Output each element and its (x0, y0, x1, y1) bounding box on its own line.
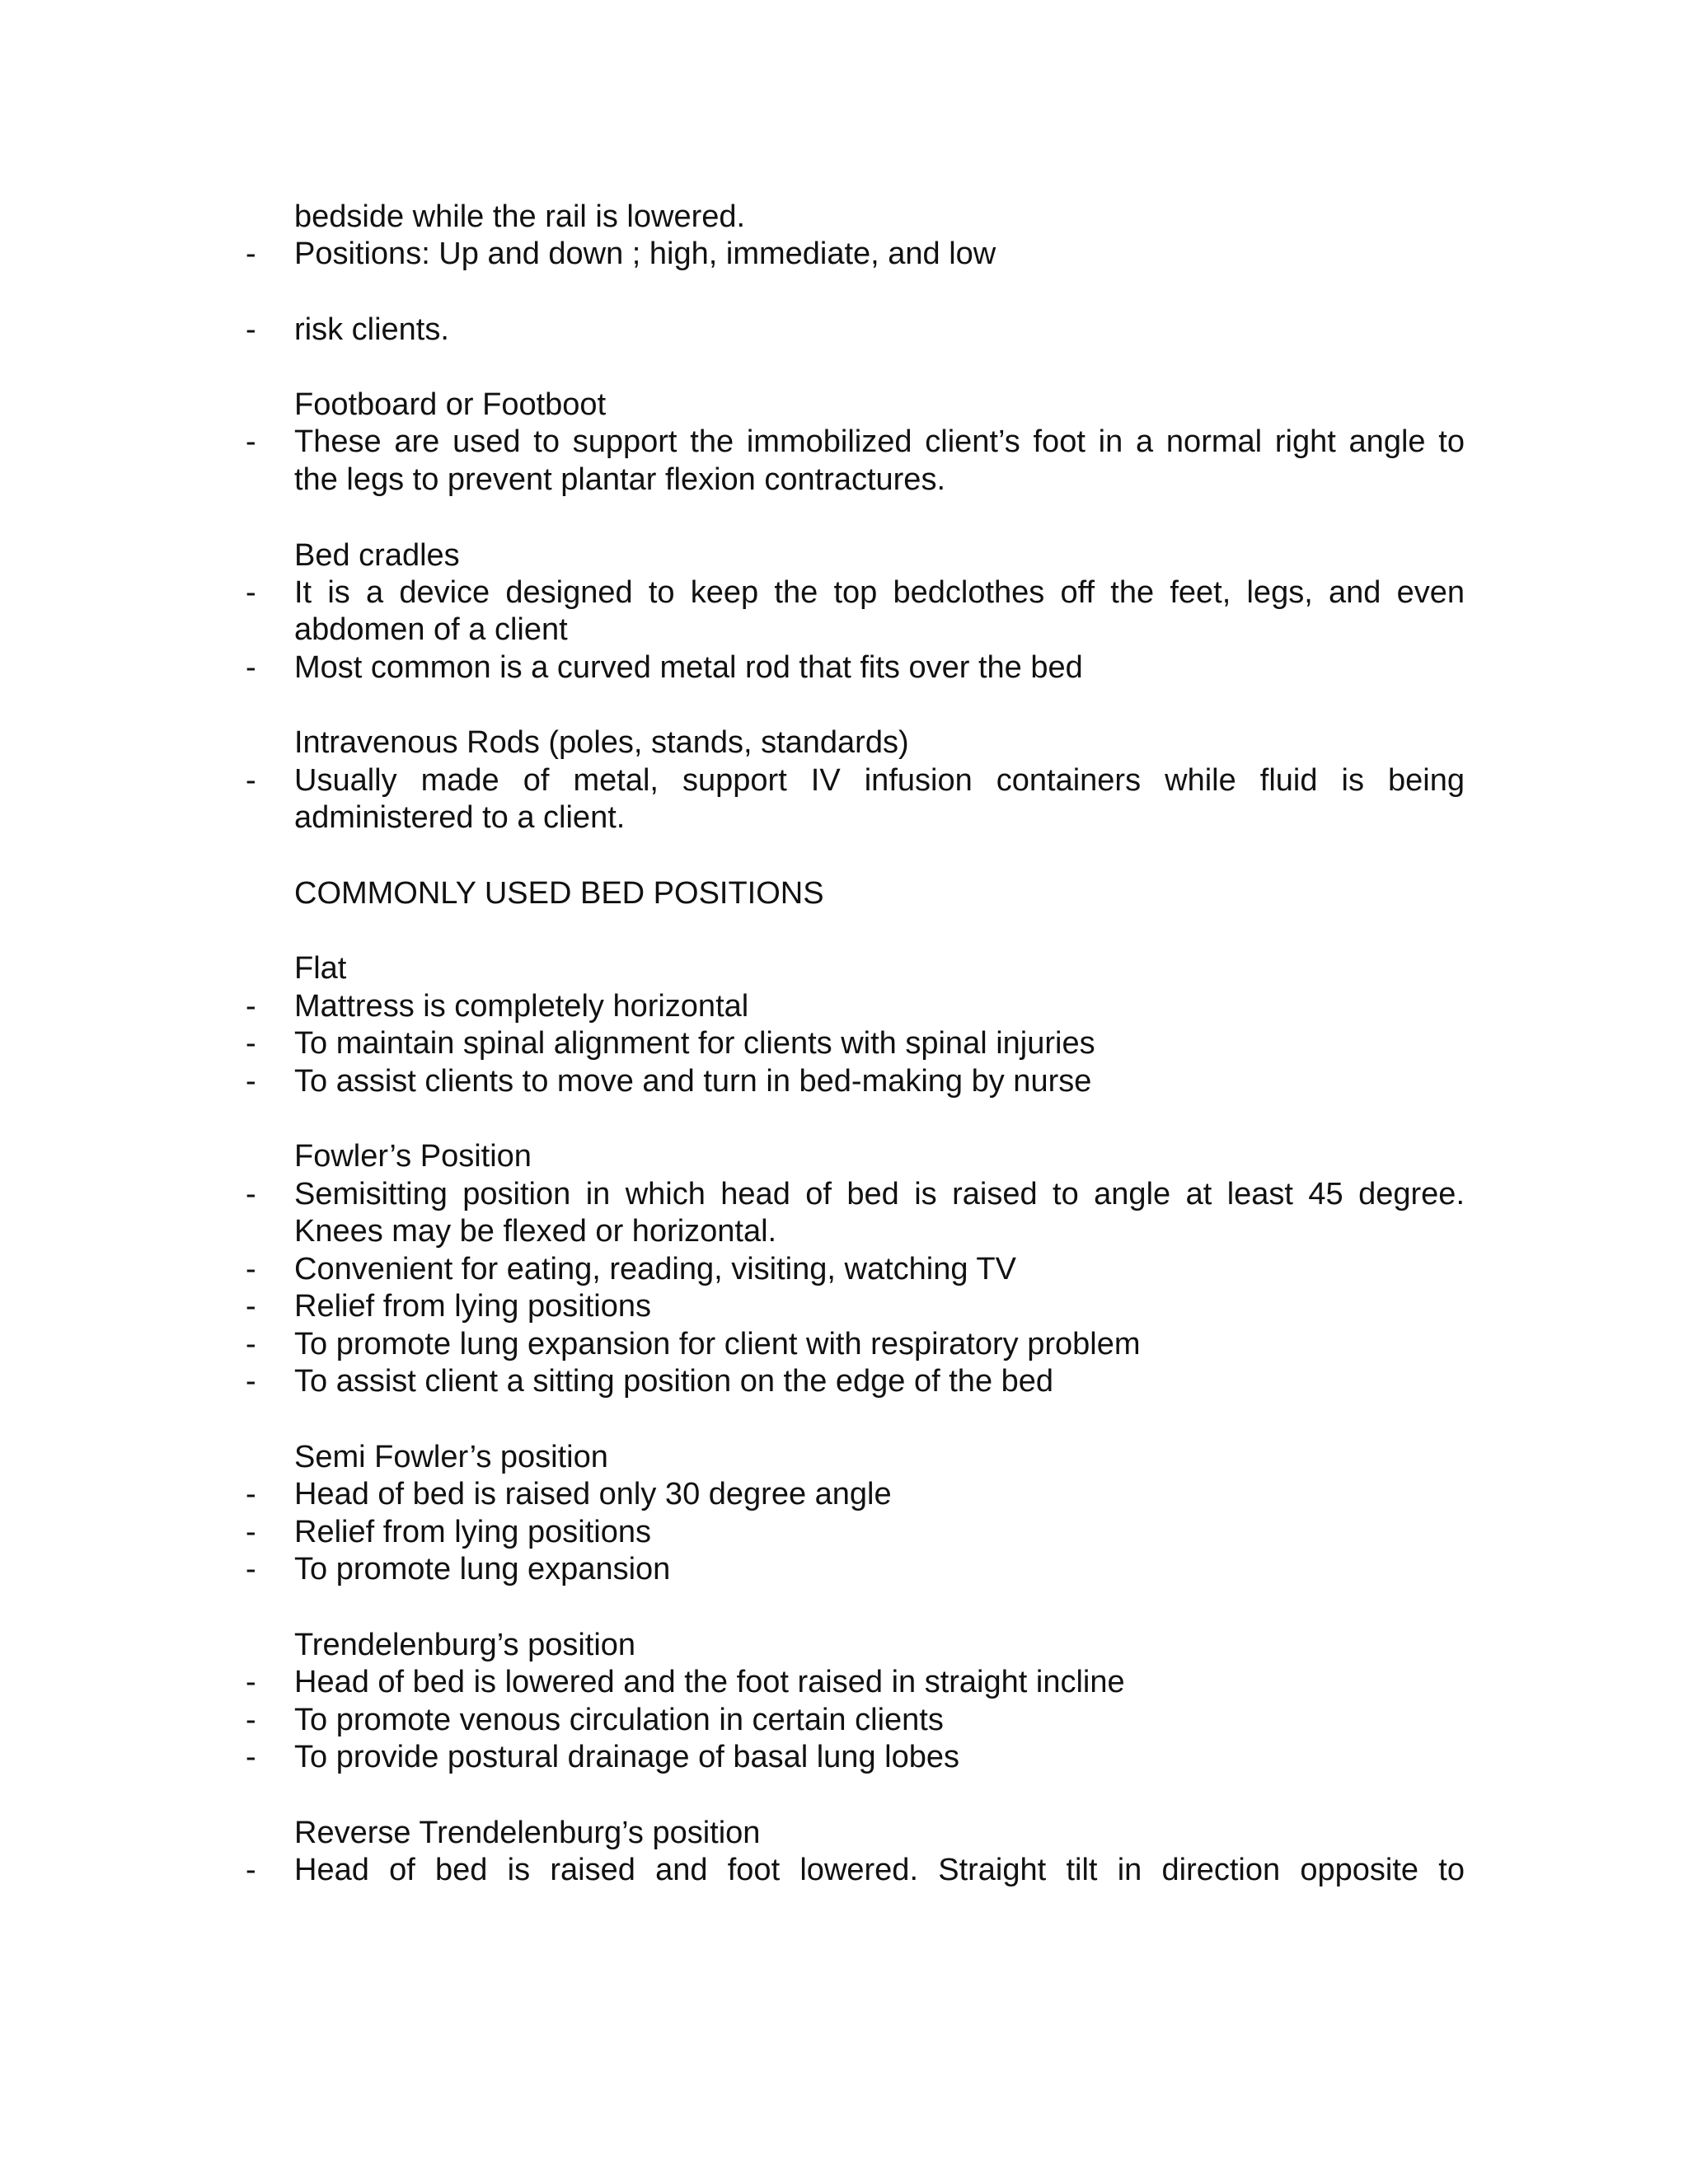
bullet-dash: - (246, 1515, 256, 1549)
paragraph-heading: administered to a client. (294, 800, 626, 835)
bullet-dash: - (246, 1064, 256, 1099)
paragraph-heading: Trendelenburg’s position (294, 1628, 636, 1662)
paragraph-heading: Reverse Trendelenburg’s position (294, 1816, 761, 1850)
bullet-dash: - (246, 237, 256, 271)
paragraph-heading: Intravenous Rods (poles, stands, standards) (294, 725, 909, 760)
bullet-dash: - (246, 1740, 256, 1774)
bullet-dash: - (246, 1252, 256, 1286)
paragraph-heading: abdomen of a client (294, 612, 568, 647)
bullet-dash: - (246, 312, 256, 347)
bullet-dash: - (246, 1289, 256, 1324)
paragraph-heading: Knees may be flexed or horizontal. (294, 1214, 777, 1249)
list-item-text: Head of bed is raised and foot lowered. Straight tilt in direction opposite to (294, 1853, 1465, 1887)
paragraph-heading: Semi Fowler’s position (294, 1440, 608, 1474)
bullet-dash: - (246, 424, 256, 459)
paragraph-heading: Footboard or Footboot (294, 387, 607, 422)
paragraph-heading: Bed cradles (294, 538, 460, 573)
bullet-dash: - (246, 650, 256, 685)
paragraph-heading: COMMONLY USED BED POSITIONS (294, 876, 824, 911)
bullet-dash: - (246, 989, 256, 1024)
bullet-dash: - (246, 575, 256, 610)
list-item-text: These are used to support the immobilized client’s foot in a normal right angle to (294, 424, 1465, 459)
list-item-text: To promote venous circulation in certain clients (294, 1703, 944, 1737)
bullet-dash: - (246, 763, 256, 798)
bullet-dash: - (246, 1703, 256, 1737)
list-item-text: Mattress is completely horizontal (294, 989, 749, 1024)
list-item-text: Relief from lying positions (294, 1289, 651, 1324)
paragraph-heading: bedside while the rail is lowered. (294, 199, 746, 234)
bullet-dash: - (246, 1477, 256, 1511)
bullet-dash: - (246, 1853, 256, 1887)
paragraph-heading: Flat (294, 951, 347, 986)
bullet-dash: - (246, 1327, 256, 1361)
list-item-text: To assist clients to move and turn in bed-making by nurse (294, 1064, 1092, 1099)
list-item-text: To promote lung expansion (294, 1552, 671, 1586)
list-item-text: To promote lung expansion for client with respiratory problem (294, 1327, 1141, 1361)
paragraph-heading: the legs to prevent plantar flexion contractures. (294, 462, 946, 497)
list-item-text: To assist client a sitting position on the edge of the bed (294, 1364, 1054, 1399)
paragraph-heading: Fowler’s Position (294, 1139, 532, 1174)
list-item-text: Relief from lying positions (294, 1515, 651, 1549)
bullet-dash: - (246, 1026, 256, 1061)
list-item-text: Convenient for eating, reading, visiting, watching TV (294, 1252, 1016, 1286)
list-item-text: To provide postural drainage of basal lung lobes (294, 1740, 959, 1774)
list-item-text: It is a device designed to keep the top bedclothes off the feet, legs, and even (294, 575, 1465, 610)
bullet-dash: - (246, 1364, 256, 1399)
list-item-text: Positions: Up and down ; high, immediate, and low (294, 237, 996, 271)
list-item-text: risk clients. (294, 312, 449, 347)
list-item-text: Most common is a curved metal rod that fits over the bed (294, 650, 1083, 685)
list-item-text: To maintain spinal alignment for clients with spinal injuries (294, 1026, 1095, 1061)
bullet-dash: - (246, 1665, 256, 1699)
bullet-dash: - (246, 1552, 256, 1586)
list-item-text: Head of bed is lowered and the foot raised in straight incline (294, 1665, 1125, 1699)
list-item-text: Semisitting position in which head of bed is raised to angle at least 45 degree. (294, 1177, 1465, 1212)
bullet-dash: - (246, 1177, 256, 1212)
list-item-text: Head of bed is raised only 30 degree angle (294, 1477, 892, 1511)
list-item-text: Usually made of metal, support IV infusion containers while fluid is being (294, 763, 1465, 798)
